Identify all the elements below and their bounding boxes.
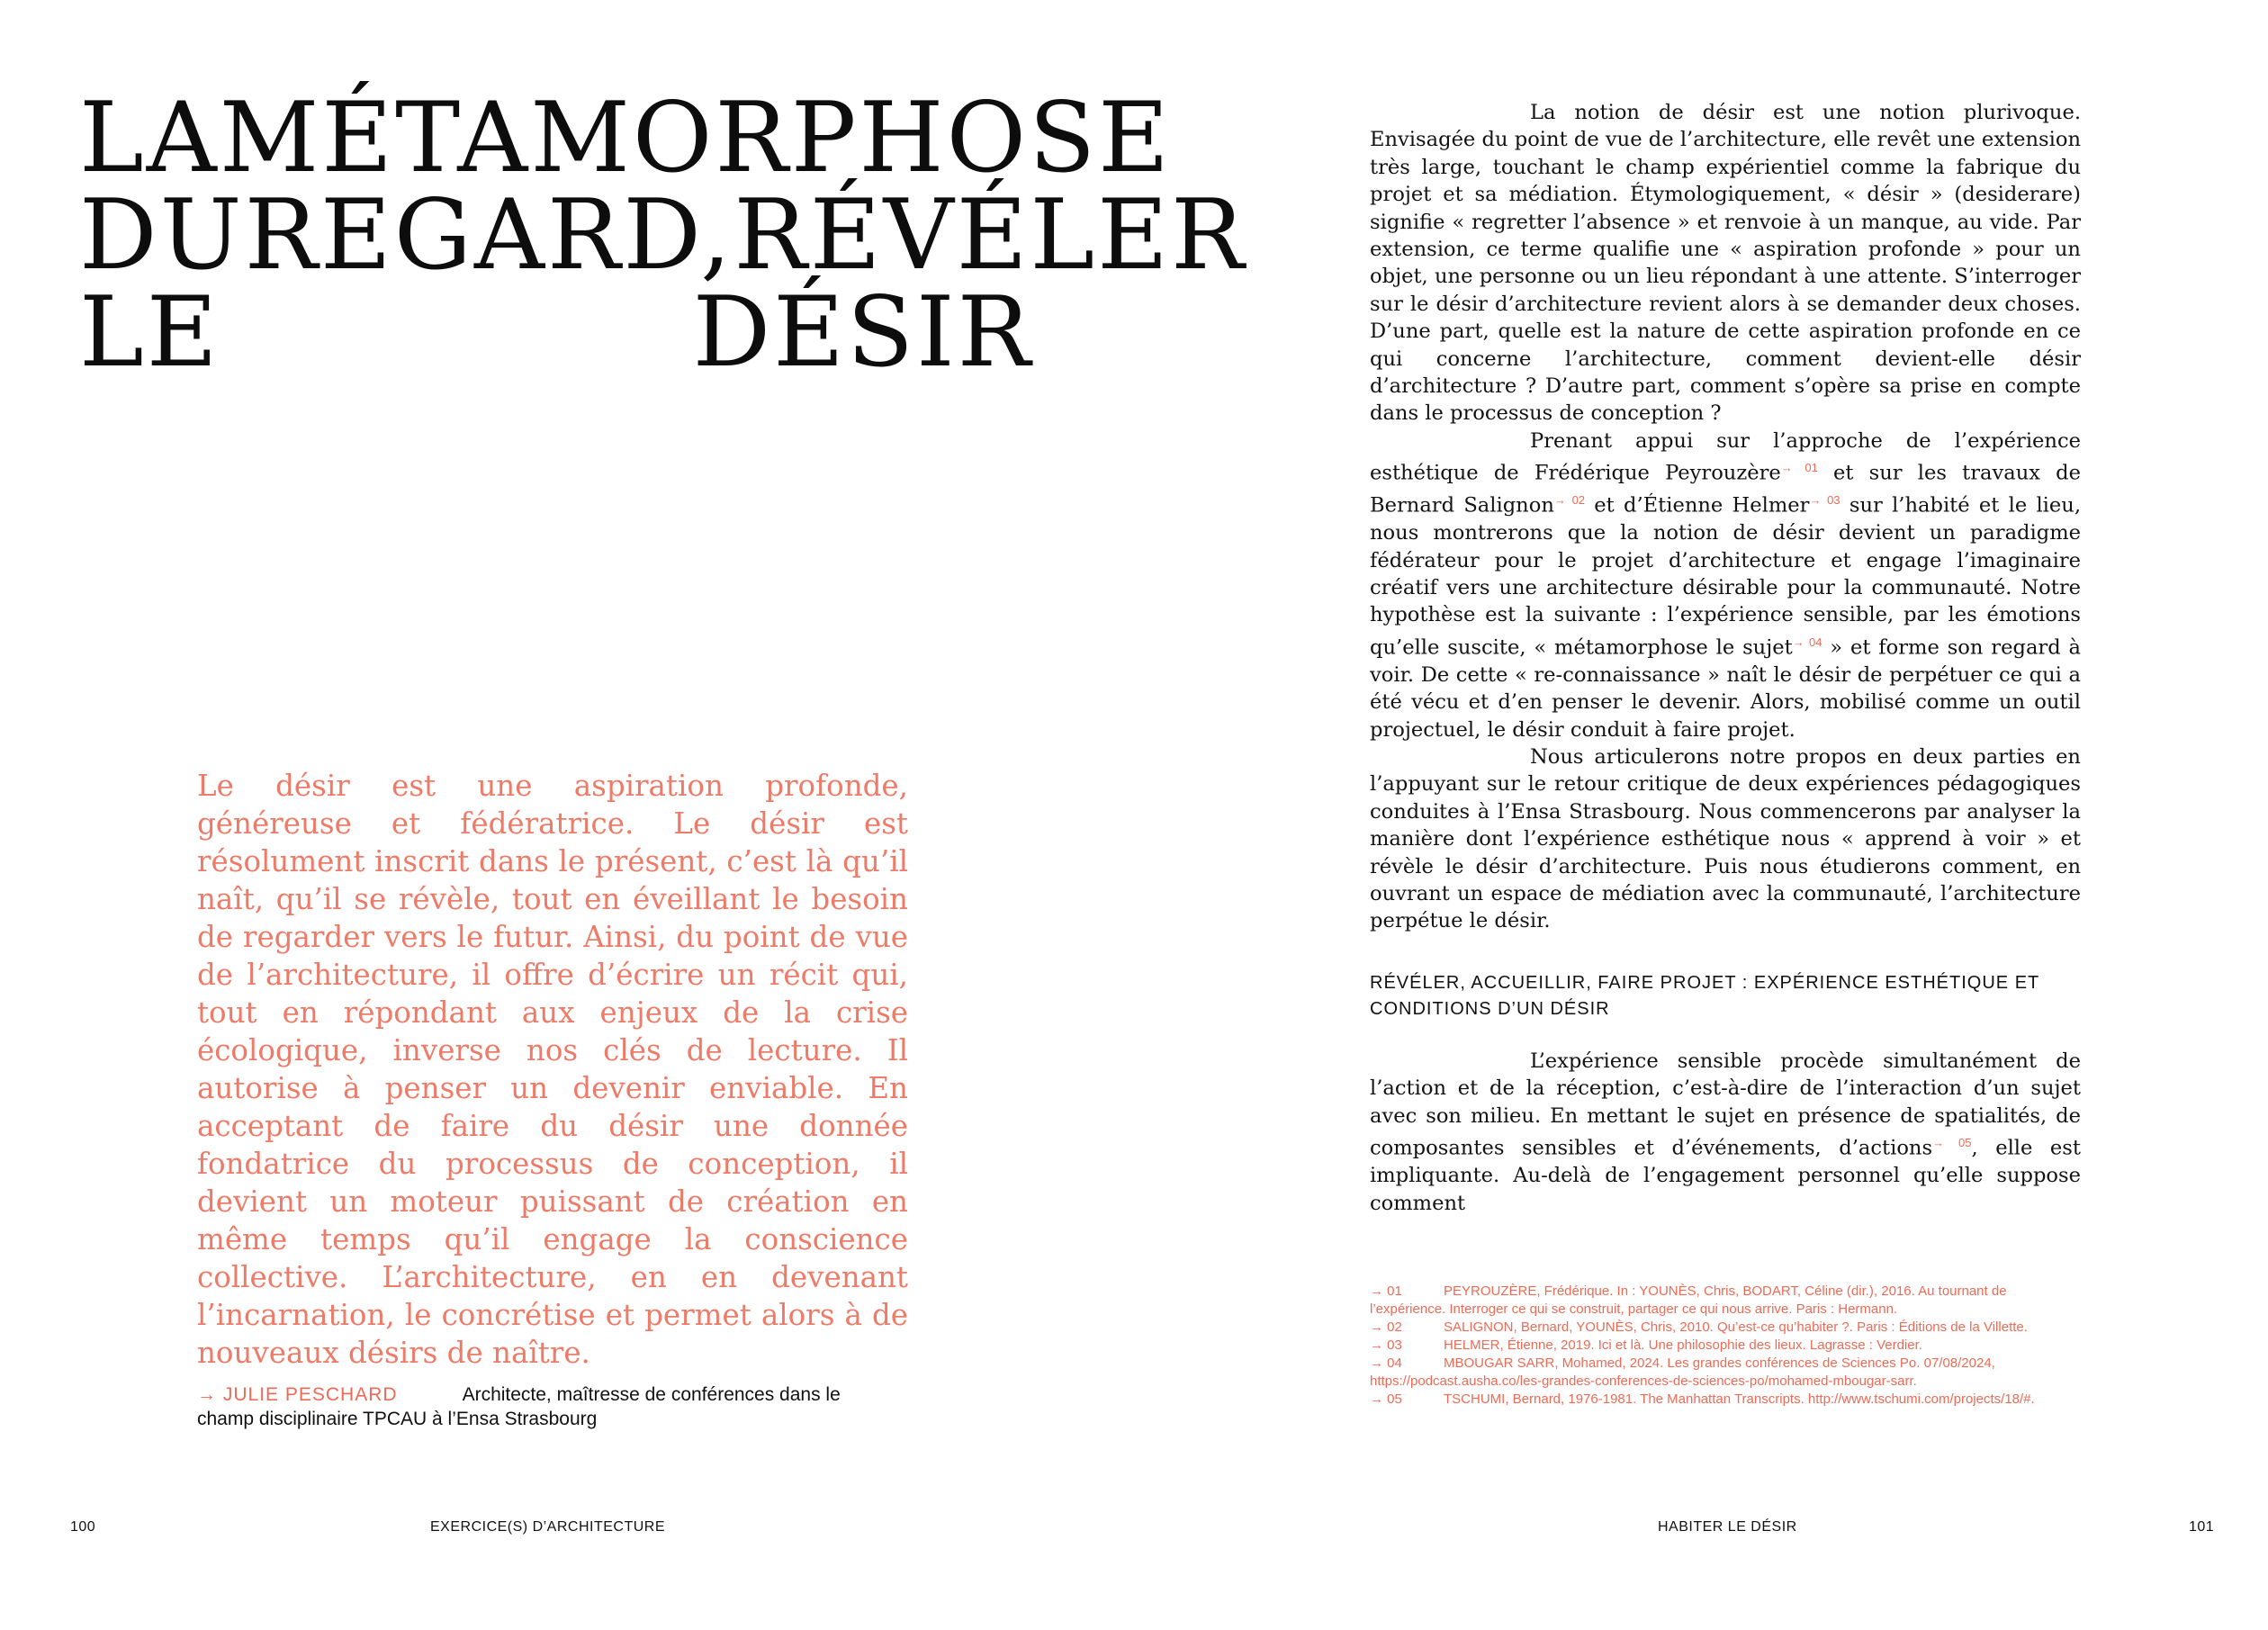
footnote-item: → 02 SALIGNON, Bernard, YOUNÈS, Chris, 2010. Qu’est-ce qu’habiter ?. Paris : Éditions de la Villette. (1370, 1319, 2028, 1335)
lead-paragraph: Le désir est une aspiration profonde, généreuse et fédératrice. Le désir est résolument inscrit dans le présent, c’est là qu’il naît, qu’il se révèle, tout en éveillant le besoin de regarder vers le futur. Ainsi, du point de vue de l’architecture, il offre d’écrire un récit qui, tout en répondant aux enjeux de la crise écologique, inverse nos clés de lecture. Il autorise à penser un devenir enviable. En acceptant de faire du désir une donnée fondatrice du processus de conception, il devient un moteur puissant de création en même temps qu’il engage la conscience collective. L’architecture, en en devenant l’incarnation, le concrétise et permet alors à de nouveaux désirs de naître. (197, 769, 908, 1370)
body-paragraph-1: La notion de désir est une notion plurivoque. Envisagée du point de vue de l’architecture, elle revêt une extension très large, touchant le champ expérientiel comme la fabrique du projet et sa médiation. Étymologiquement, « désir » (desiderare) signifie « regretter l’absence » et renvoie à un manque, au vide. Par extension, ce terme qualifie une « aspiration profonde » pour un objet, une personne ou un lieu répondant à une attente. S’interroger sur le désir d’architecture revient alors à se demander deux choses. D’une part, quelle est la nature de cette aspiration profonde en ce qui concerne l’architecture, comment devient-elle désir d’architecture ? D’autre part, comment s’opère sa prise en compte dans le processus de conception ? (1370, 101, 2081, 426)
footnote-ref-03[interactable]: → 03 (1809, 493, 1840, 508)
footnote-item: → 01 PEYROUZÈRE, Frédérique. In : YOUNÈS, Chris, BODART, Céline (dir.), 2016. Au tournant de l’expérience. Interroger ce qui se construit, partager ce qui nous arrive. Paris : Hermann. (1370, 1283, 2007, 1317)
body-paragraph-3: Nous articulerons notre propos en deux parties en l’appuyant sur le retour critique de deux expériences pédagogiques conduites à l’Ensa Strasbourg. Nous commencerons par analyser la manière dont l’expérience esthétique nous « apprend à voir » et révèle le désir d’architecture. Puis nous étudierons comment, en ouvrant un espace de médiation avec la communauté, l’architecture perpétue le désir. (1370, 744, 2081, 933)
footnotes (1370, 1283, 2081, 1409)
page-number-right: 101 (2189, 1519, 2215, 1535)
page-number-left: 100 (70, 1519, 96, 1535)
title-word: DÉSIR (692, 276, 1033, 389)
title-word: MÉTAMORPHOSE (219, 82, 1172, 194)
footnote-ref-01[interactable]: → 01 (1780, 461, 1818, 475)
footnote-ref-02[interactable]: → 02 (1553, 493, 1586, 508)
section-heading: RÉVÉLER, ACCUEILLIR, FAIRE PROJET : EXPÉRIENCE ESTHÉTIQUE ET CONDITIONS D’UN DÉSIR (1370, 973, 2039, 1019)
arrow-icon: → (197, 1384, 217, 1405)
title-line-3 (79, 276, 1033, 389)
footnote-ref-04[interactable]: → 04 (1792, 635, 1822, 649)
title-word: DU (79, 179, 245, 292)
title-word: RÉVÉLER (734, 179, 1247, 292)
footnote-item: → 03 HELMER, Étienne, 2019. Ici et là. Une philosophie des lieux. Lagrasse : Verdier. (1370, 1337, 1922, 1353)
section-paragraph-1: L’expérience sensible procède simultanément de l’action et de la réception, c’est-à-dire de l’interaction d’un sujet avec son milieu. En mettant le sujet en présence de spatialités, de composantes sensibles et d’événements, d’actions$^{\to 05}$, elle est impliquante. Au-delà de l’engagement personnel qu’elle suppose comment (1370, 1049, 2081, 1215)
author-name: → JULIE PESCHARD (197, 1384, 398, 1405)
article-title (79, 82, 1247, 389)
body-text (1370, 99, 2081, 935)
section-body-text (1370, 1048, 2081, 1217)
footnote-ref-05[interactable]: → 05 (1932, 1136, 1972, 1150)
title-word: LA (79, 82, 220, 194)
running-head-left: EXERCICE(S) D’ARCHITECTURE (430, 1519, 666, 1535)
title-line-1 (79, 82, 1172, 194)
body-paragraph-2: Prenant appui sur l’approche de l’expérience esthétique de Frédérique Peyrouzère$^{\to 01}$ et sur les travaux de Bernard Salignon$^{\to 02}$ et d’Étienne Helmer$^{\to 03}$ sur l’habité et le lieu, nous montrerons que la notion de désir devient un paradigme fédérateur pour le projet d’architecture et engage l’imaginaire créatif vers une architecture désirable pour la communauté. Notre hypothèse est la suivante : l’expérience sensible, par les émotions qu’elle suscite, « métamorphose le sujet$^{\to 04}$ » et forme son regard à voir. De cette « re-connaissance » naît le désir de perpétuer ce qui a été vécu et d’en penser le devenir. Alors, mobilisé comme un outil projectuel, le désir conduit à faire projet. (1370, 428, 2082, 742)
author-role: Architecte, maîtresse de conférences dans le champ disciplinaire TPCAU à l’Ensa Strasbourg (197, 1384, 841, 1429)
title-line-2 (79, 179, 1247, 292)
title-word: LE (79, 276, 220, 389)
footnote-item: → 05 TSCHUMI, Bernard, 1976-1981. The Manhattan Transcripts. http://www.tschumi.com/projects/18/#. (1370, 1391, 2035, 1407)
title-word: REGARD, (244, 179, 734, 292)
running-head-right: HABITER LE DÉSIR (1658, 1519, 1797, 1535)
footnote-item: → 04 MBOUGAR SARR, Mohamed, 2024. Les grandes conférences de Sciences Po. 07/08/2024, https://podcast.ausha.co/les-grandes-conferences-de-sciences-po/mohamed-mbougar-sarr. (1370, 1355, 1995, 1389)
author-block (197, 1382, 899, 1431)
